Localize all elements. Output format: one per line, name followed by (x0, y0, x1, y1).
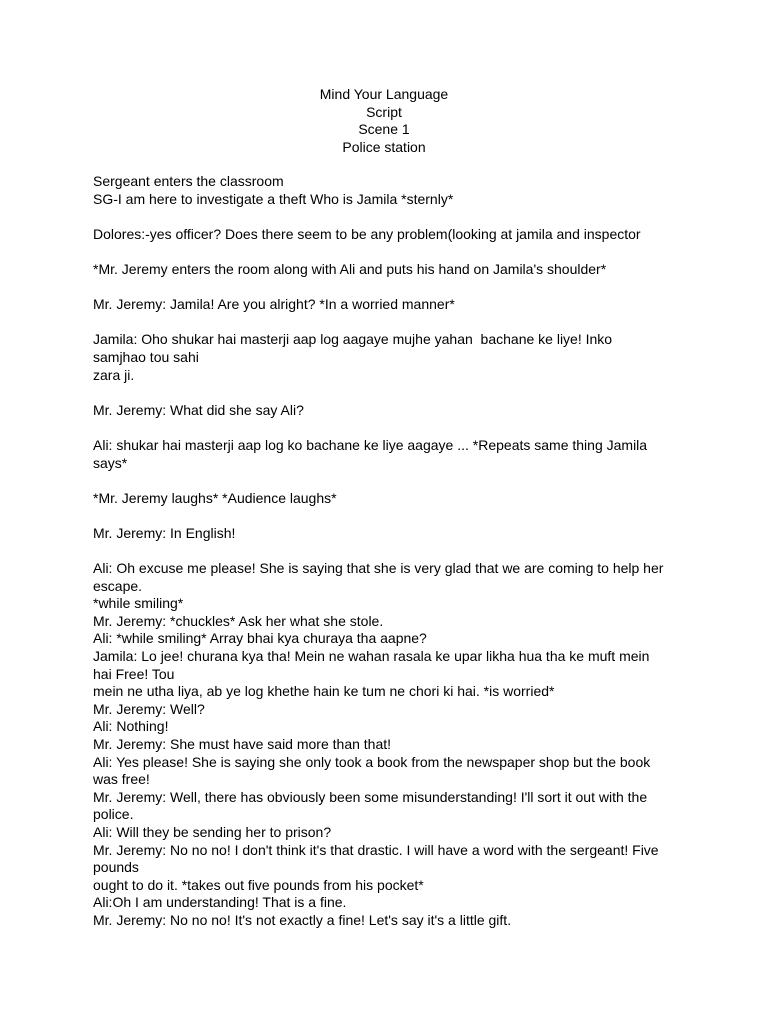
script-line: *Mr. Jeremy laughs* *Audience laughs* (93, 489, 337, 506)
script-line: Ali: Nothing! (93, 718, 169, 735)
script-line: Sergeant enters the classroom (93, 173, 284, 189)
script-line: Ali: *while smiling* Array bhai kya churaya tha aapne? (93, 630, 427, 647)
blank-line (93, 419, 678, 437)
script-line: Dolores:-yes officer? Does there seem to be any problem(looking at jamila and inspector (93, 225, 641, 242)
script-line: Ali: shukar hai masterji aap log ko bachane ke liye aagaye ... *Repeats same thing Jamila (93, 436, 648, 453)
script-line: hai Free! Tou (93, 665, 175, 682)
script-header (0, 86, 768, 156)
script-line: Mr. Jeremy: Well, there has obviously been some misunderstanding! I'll sort it out with the (93, 788, 648, 805)
script-line: says* (93, 454, 128, 471)
script-line: pounds (93, 859, 139, 876)
script-line: police. (93, 806, 134, 823)
blank-line (93, 208, 678, 226)
document-subtitle: Script (366, 103, 402, 120)
script-body (93, 173, 678, 930)
script-line: ought to do it. *takes out five pounds from his pocket* (93, 876, 424, 893)
script-line: Mr. Jeremy: What did she say Ali? (93, 401, 304, 418)
script-line: was free! (93, 771, 150, 788)
script-line: *Mr. Jeremy enters the room along with Ali and puts his hand on Jamila's shoulder* (93, 260, 607, 277)
blank-line (93, 542, 678, 560)
blank-line (93, 279, 678, 297)
blank-line (93, 507, 678, 525)
script-line: Ali: Yes please! She is saying she only took a book from the newspaper shop but the book (93, 753, 651, 770)
script-line: Mr. Jeremy: Jamila! Are you alright? *In a worried manner* (93, 296, 455, 313)
blank-line (93, 314, 678, 332)
blank-line (93, 243, 678, 261)
script-line: Mr. Jeremy: In English! (93, 524, 236, 541)
script-line: *while smiling* (93, 595, 184, 612)
script-line: SG-I am here to investigate a theft Who is Jamila *sternly* (93, 190, 454, 207)
script-line: Mr. Jeremy: Well? (93, 700, 205, 717)
script-line: Mr. Jeremy: No no no! It's not exactly a fine! Let's say it's a little gift. (93, 911, 512, 928)
blank-line (93, 472, 678, 490)
script-line: Mr. Jeremy: She must have said more than that! (93, 736, 392, 752)
script-line: Jamila: Lo jee! churana kya tha! Mein ne wahan rasala ke upar likha hua tha ke muft mein (93, 648, 650, 665)
script-line: zara ji. (93, 366, 135, 383)
script-line: escape. (93, 577, 143, 594)
scene-location: Police station (342, 138, 426, 155)
script-line: mein ne utha liya, ab ye log khethe hain ke tum ne chori ki hai. *is worried* (93, 683, 555, 700)
script-line: Ali: Oh excuse me please! She is saying that she is very glad that we are coming to help her (93, 560, 664, 577)
script-line: Ali:Oh I am understanding! That is a fine. (93, 894, 347, 911)
script-line: Ali: Will they be sending her to prison? (93, 823, 332, 840)
blank-line (93, 384, 678, 402)
script-line: samjhao tou sahi (93, 348, 199, 365)
script-line: Mr. Jeremy: *chuckles* Ask her what she stole. (93, 612, 384, 629)
script-line: Mr. Jeremy: No no no! I don't think it's that drastic. I will have a word with the sergeant! Five (93, 841, 659, 858)
scene-heading: Scene 1 (358, 121, 410, 138)
document-title: Mind Your Language (319, 86, 449, 102)
script-line: Jamila: Oho shukar hai masterji aap log aagaye mujhe yahan bachane ke liye! Inko (93, 331, 613, 348)
